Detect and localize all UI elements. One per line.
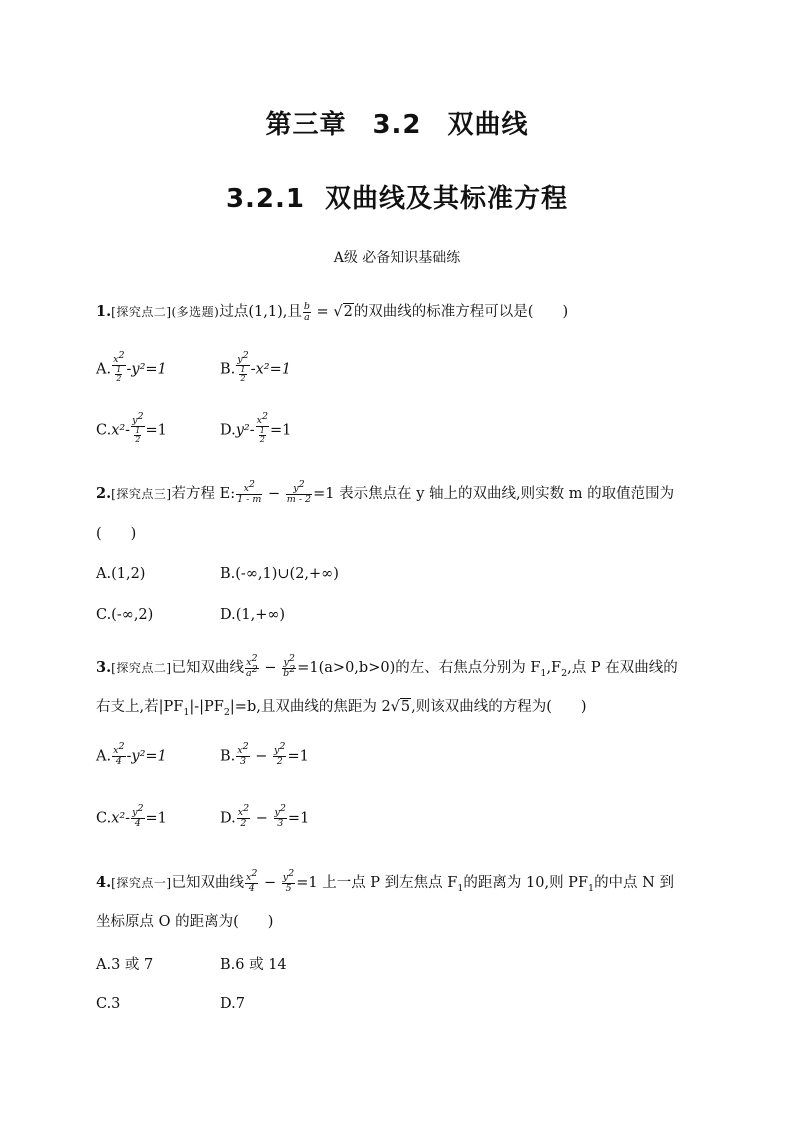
question-1: 1.[探究点二](多选题)过点(1,1),且 $\frac{b}{a}$ = √2的双曲线的标准方程可以是( )	[96, 300, 569, 323]
question-number: 3.	[96, 659, 112, 676]
sqrt-expression: √2	[333, 304, 353, 320]
option-3D: D. $\frac{x^2}{2}$ − $\frac{y^2}{3}$ =1	[220, 802, 310, 829]
question-tag: [探究点一]	[111, 876, 172, 890]
option-1D: D.y²- $\frac{x^2}{\frac{1}{2}}$ =1	[220, 410, 292, 445]
question-text-tail: 的双曲线的标准方程可以是( )	[353, 304, 569, 320]
question-tag: [探究点三]	[111, 487, 172, 501]
section-title: 双曲线	[447, 110, 529, 140]
option-3C: C.x²- $\frac{y^2}{4}$ =1	[96, 802, 167, 829]
option-3B: B. $\frac{x^2}{3}$ − $\frac{y^2}{2}$ =1	[220, 740, 309, 767]
question-tag: [探究点二]	[111, 661, 172, 675]
subsection-number: 3.2.1	[225, 184, 305, 214]
question-3: 3.[探究点二]已知双曲线 $\frac{x^2}{a^2}$ − $\frac{y^2}{b^2}$ =1(a>0,b>0)的左、右焦点分别为 $F_1,F_2$,点 P 在双曲线的	[96, 652, 678, 679]
fraction-b-over-a: $\frac{b}{a}$	[303, 300, 310, 323]
option-2A: A.(1,2)	[96, 566, 146, 582]
question-number: 1.	[96, 303, 112, 320]
question-text: 已知双曲线	[171, 660, 245, 676]
question-2: 2.[探究点三]若方程 E: $\frac{x^2}{1 - m}$ − $\frac{y^2}{m - 2}$ =1 表示焦点在 y 轴上的双曲线,则实数 m 的取值范围为	[96, 478, 675, 505]
subsection-title	[0, 178, 794, 215]
option-4B: B.6 或 14	[220, 957, 287, 973]
question-text: 过点(1,1),且	[219, 304, 302, 320]
question-4-line-2: 坐标原点 O 的距离为( )	[96, 914, 274, 930]
question-number: 2.	[96, 485, 112, 502]
option-2D: D.(1,+∞)	[220, 607, 286, 623]
option-1B: B. $\frac{y^2}{\frac{1}{2}}$ -x²=1	[220, 349, 291, 384]
question-4: 4.[探究点一]已知双曲线 $\frac{x^2}{4}$ − $\frac{y^2}{5}$ =1 上一点 P 到左焦点 $F_1$的距离为 10,则 $PF_1$的中点 N 到	[96, 867, 674, 894]
option-2C: C.(-∞,2)	[96, 607, 154, 623]
question-tag: [探究点二](多选题)	[111, 305, 220, 319]
option-4C: C.3	[96, 996, 121, 1012]
section-number: 3.2	[372, 110, 422, 140]
option-1C: C.x²- $\frac{y^2}{\frac{1}{2}}$ =1	[96, 410, 167, 445]
option-4D: D.7	[220, 996, 245, 1012]
chapter-title	[0, 104, 794, 141]
option-3A: A. $\frac{x^2}{4}$ -y²=1	[96, 740, 167, 767]
question-number: 4.	[96, 874, 112, 891]
option-1A: A. $\frac{x^2}{\frac{1}{2}}$ -y²=1	[96, 349, 167, 384]
sqrt-expression: √5	[390, 699, 411, 715]
question-text: 已知双曲线	[171, 875, 245, 891]
option-4A: A.3 或 7	[96, 957, 154, 973]
question-text-tail: =1 表示焦点在 y 轴上的双曲线,则实数 m 的取值范围为	[313, 486, 675, 502]
option-2B: B.(-∞,1)∪(2,+∞)	[220, 566, 339, 582]
question-3-line-2: 右支上,若$|PF_1|-|PF_2|=b$,且双曲线的焦距为 2√5,则该双曲线的方程为( )	[96, 699, 587, 718]
chapter-label: 第三章	[265, 110, 347, 140]
question-2-line-2: ( )	[96, 526, 137, 542]
subsection-name: 双曲线及其标准方程	[325, 184, 569, 214]
level-heading: A级 必备知识基础练	[333, 250, 461, 266]
question-text: 若方程 E:	[171, 486, 236, 502]
